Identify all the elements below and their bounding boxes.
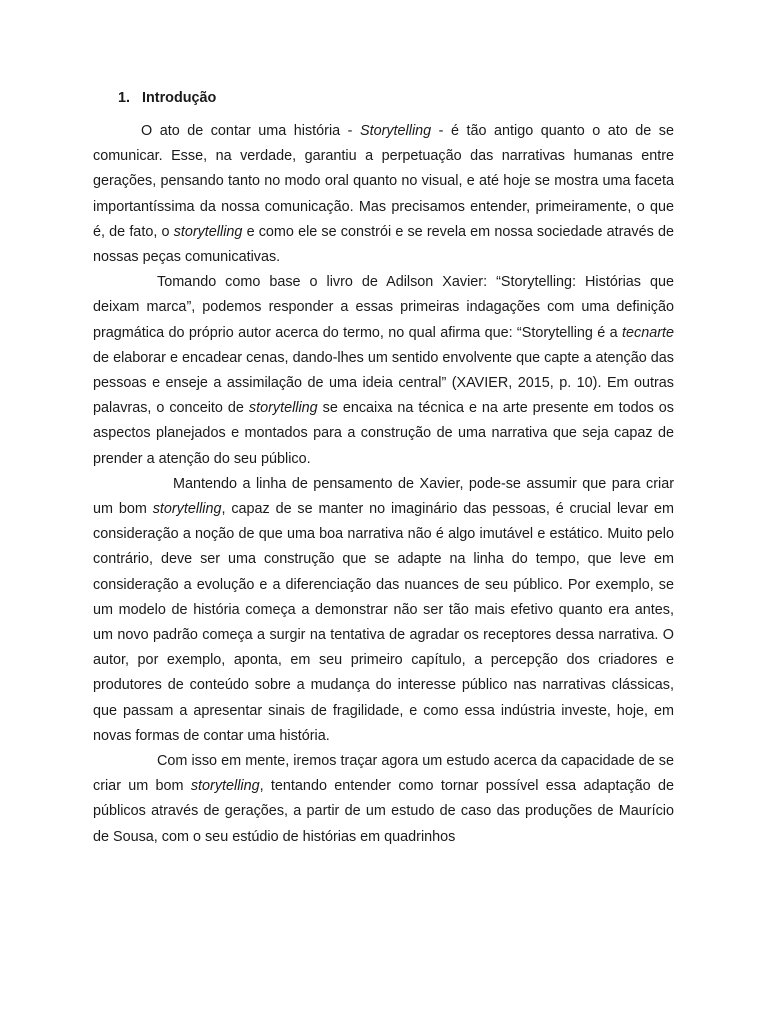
paragraph-text: , tentando entender como tornar possível essa adaptação de públicos através de gerações, a partir de um estudo de caso das produções de Maurício de Sousa, com o seu estúdio de histórias em quadrinhos: [93, 778, 674, 845]
italic-term: Storytelling: [359, 123, 432, 139]
paragraph-text: O ato de contar uma história -: [141, 123, 360, 139]
document-page: [93, 86, 674, 850]
section-number: 1.: [118, 90, 131, 106]
italic-term: storytelling: [173, 223, 243, 240]
paragraph-text: Mantendo a linha de pensamento de Xavier, pode-se assumir que para criar um bom: [93, 475, 674, 518]
paragraph-text: se encaixa na técnica e na arte presente em todos os aspectos planejados e montados para a construção de uma narrativa que seja capaz de prender a atenção do seu público.: [93, 400, 674, 467]
paragraph-text: Com isso em mente, iremos traçar agora um estudo acerca da capacidade de se criar um bom: [93, 753, 674, 795]
paragraph: [93, 119, 674, 270]
italic-term: tecnarte: [622, 324, 674, 341]
paragraph-text: Tomando como base o livro de Adilson Xavier: “Storytelling: Histórias que deixam marca”, podemos responder a essas primeiras indagações com uma definição pragmática do próprio autor acerca do termo, no qual afirma que: “Storytelling é a: [93, 274, 674, 341]
paragraph: [93, 472, 674, 749]
paragraph-text: , capaz de se manter no imaginário das pessoas, é crucial levar em consideração a noção de que uma boa narrativa não é algo imutável e estático. Muito pelo contrário, deve ser uma construção que se adapte na linha do tempo, que leve em consideração a evolução e a diferenciação das nuances de seu público. Por exemplo, se um modelo de história começa a demonstrar não ser tão mais efetivo quanto era antes, um novo padrão começa a surgir na tentativa de agradar os receptores dessa narrativa. O autor, por exemplo, aponta, em seu primeiro capítulo, a percepção dos criadores e produtores de conteúdo sobre a mudança do interesse público nas narrativas clássicas, que passam a apresentar sinais de fragilidade, e como essa indústria investe, hoje, em novas formas de contar uma história.: [93, 501, 674, 744]
paragraph: [93, 270, 674, 472]
paragraph-text: - é tão antigo quanto o ato de se comunicar. Esse, na verdade, garantiu a perpetuação das narrativas humanas entre gerações, pensando tanto no modo oral quanto no visual, e até hoje se mostra uma faceta importantíssima da nossa comunicação. Mas precisamos entender, primeiramente, o que é, de fato, o: [93, 123, 674, 240]
body-text: [93, 119, 674, 850]
italic-term: storytelling: [248, 400, 318, 417]
paragraph-text: de elaborar e encadear cenas, dando-lhes um sentido envolvente que capte a atenção das pessoas e enseje a assimilação de uma ideia central” (XAVIER, 2015, p. 10). Em outras palavras, o conceito de: [93, 349, 674, 417]
paragraph: [93, 749, 674, 850]
italic-term: storytelling: [190, 778, 260, 795]
section-heading: [93, 86, 674, 111]
italic-term: storytelling: [152, 501, 222, 518]
paragraph-text: e como ele se constrói e se revela em nossa sociedade através de nossas peças comunicativas.: [93, 223, 674, 266]
section-title: Introdução: [142, 90, 217, 106]
